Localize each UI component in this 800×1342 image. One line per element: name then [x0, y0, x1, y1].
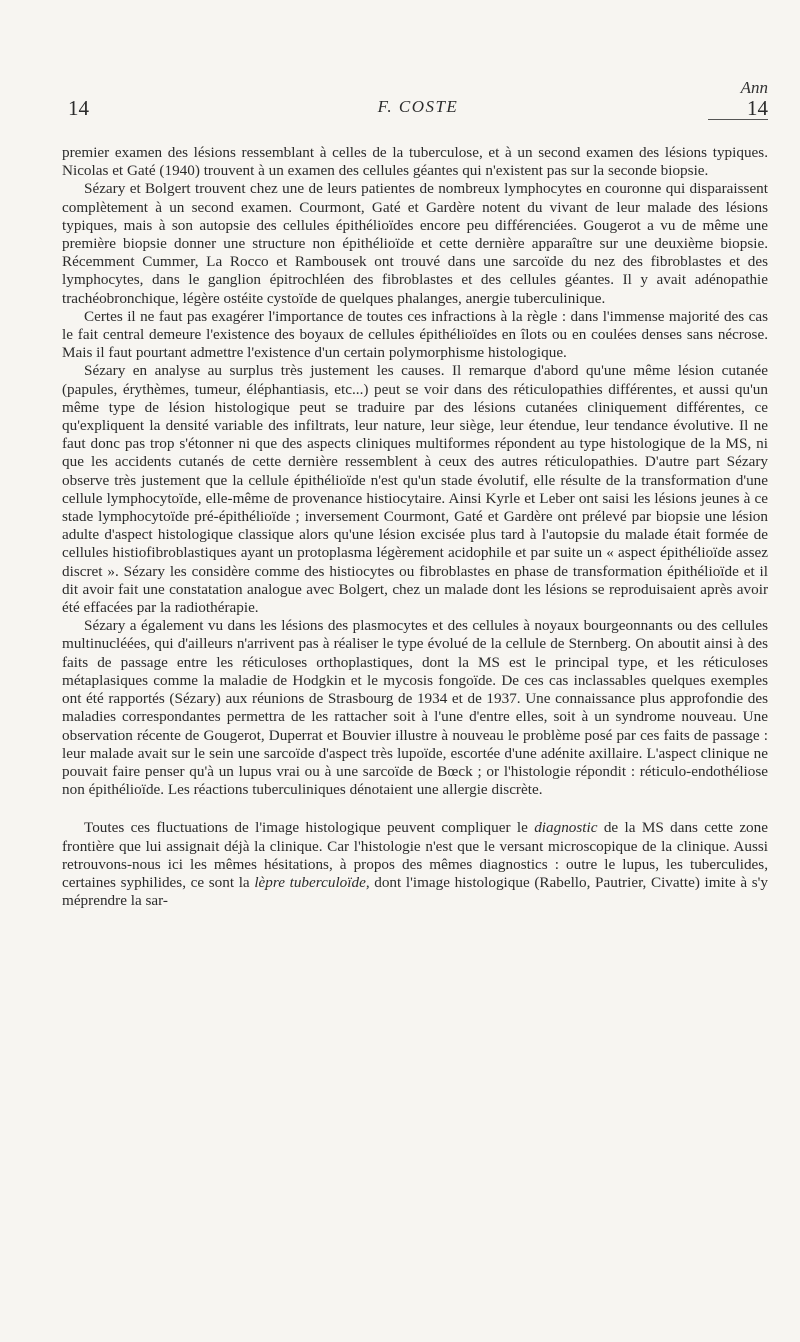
paragraph: Sézary a également vu dans les lésions des plasmocytes et des cellules à noyaux bourgeonnants ou des cellules multinucléées, qui d'ailleurs n'arrivent pas à réaliser le type évolué de la cellule de Sternberg. On aboutit ainsi à des faits de passage entre les réticuloses orthoplastiques, dont la MS est le principal type, et les réticuloses métaplasiques comme la maladie de Hodgkin et le mycosis fongoïde. De ces cas inclassables quelques exemples ont été rapportés (Sézary) aux réunions de Strasbourg de 1934 et de 1937. Une connaissance plus approfondie des maladies correspondantes permettra de les rattacher soit à l'une d'entre elles, soit à un syndrome nouveau. Une observation récente de Gougerot, Duperrat et Bouvier illustre à nouveau le problème posé par ces faits de passage : leur malade avait sur le sein une sarcoïde d'aspect très lupoïde, escortée d'une adénite axillaire. L'aspect clinique ne pouvait faire penser qu'à un lupus vrai ou à une sarcoïde de Bœck ; or l'histologie répondit : réticulo-endothéliose non épithélioïde. Les réactions tuberculiniques dénotaient une allergie discrète.	[62, 617, 768, 799]
final-paragraph-part: Toutes ces fluctuations de l'image histologique peuvent compliquer le	[84, 819, 535, 837]
paragraph: premier examen des lésions ressemblant à celles de la tuberculose, et à un second examen des lésions typiques. Nicolas et Gaté (1940) trouvent à un examen des cellules géantes qui n'existent pas sur la seconde biopsie.	[62, 144, 768, 180]
final-paragraph	[62, 819, 768, 910]
page-number-right: 14	[747, 96, 768, 120]
running-header	[68, 96, 768, 122]
body-text	[62, 144, 768, 910]
italic-term: diagnostic	[534, 819, 598, 837]
header-rule	[708, 119, 768, 120]
final-paragraph-part: , dont l'image histologique (Rabello, Pautrier, Civatte) imite à s'y méprendre la sar-	[62, 873, 768, 910]
paragraph: Certes il ne faut pas exagérer l'importance de toutes ces infractions à la règle : dans l'immense majorité des cas le fait central demeure l'existence des boyaux de cellules épithélioïdes en îlots ou en coulées denses sans nécrose. Mais il faut pourtant admettre l'existence d'un certain polymorphisme histologique.	[62, 307, 768, 362]
italic-term: lèpre tuberculoïde	[254, 873, 366, 891]
paragraph: Sézary en analyse au surplus très justement les causes. Il remarque d'abord qu'une même lésion cutanée (papules, érythèmes, tumeur, éléphantiasis, etc...) peut se voir dans des réticulopathies différentes, et aussi qu'un même type de lésion histologique peut se traduire par des lésions cutanées cliniquement différentes, ce qu'expliquent la densité variable des infiltrats, leur nature, leur siège, leur étendue, leur tendance évolutive. Il ne faut donc pas trop s'étonner ni que des aspects cliniques multiformes répondent au type histologique de la MS, ni que les accidents cutanés de cette dernière ressemblent à ceux des autres réticulopathies. D'autre part Sézary observe très justement que la cellule épithélioïde n'est qu'un stade évolutif, elle résulte de la transformation d'une cellule lymphocytoïde, elle-même de provenance histiocytaire. Ainsi Kyrle et Leber ont saisi les lésions jeunes à ce stade lymphocytoïde pré-épithélioïde ; inversement Courmont, Gaté et Gardère ont prélevé par biopsie une lésion adulte d'aspect histologique classique alors qu'une lésion excisée plus tard à l'autopsie du malade était formée de cellules histiofibroblastiques ayant un protoplasma légèrement acidophile et par suite un « aspect épithélioïde assez discret ». Sézary les considère comme des histiocytes ou fibroblastes en phase de transformation épithélioïde et il dit avoir fait une constatation analogue avec Bolgert, chez un malade dont les lésions se reproduisaient après avoir été effacées par la radiothérapie.	[62, 362, 768, 617]
final-paragraph-part: de la MS dans cette zone frontière que lui assignait déjà la clinique. Car l'histologie n'est que le versant microscopique de la clinique. Aussi retrouvons-nous ici les mêmes hésitations, à propos des mêmes diagnostics : outre le lupus, les tuberculides, certaines syphilides, ce sont la	[62, 819, 768, 891]
page-number-left: 14	[68, 96, 89, 120]
running-title: F. COSTE	[377, 97, 459, 116]
corner-annotation: Ann	[740, 78, 768, 97]
paragraph: Sézary et Bolgert trouvent chez une de leurs patientes de nombreux lymphocytes en couronne qui disparaissent complètement à un second examen. Courmont, Gaté et Gardère notent du vivant de leur malade des lésions typiques, mais à son autopsie des cellules épithélioïdes encore peu différenciées. Gougerot a vu de même une première biopsie donner une structure non épithélioïde et cette dernière apparaître sur une deuxième biopsie. Récemment Cummer, La Rocco et Rambousek ont trouvé dans une sarcoïde du nez des fibroblastes et des lymphocytes, dans le ganglion épitrochléen des fibroblastes et des cellules géantes. Il y avait adénopathie trachéobronchique, légère ostéite cystoïde de quelques phalanges, anergie tuberculinique.	[62, 180, 768, 307]
